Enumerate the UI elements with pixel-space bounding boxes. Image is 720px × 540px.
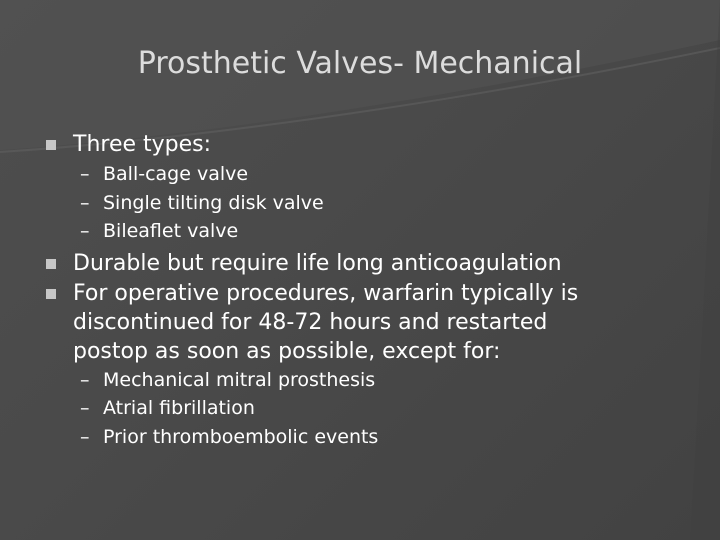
dash-icon: – <box>80 192 90 214</box>
bullet-text-line: For operative procedures, warfarin typically is <box>73 281 579 306</box>
bullet-text: Three types: <box>73 132 212 157</box>
sub-bullet-text: Single tilting disk valve <box>103 192 324 214</box>
square-bullet-icon <box>46 259 56 269</box>
dash-icon: – <box>80 220 90 242</box>
bullet-text-line: postop as soon as possible, except for: <box>73 339 501 364</box>
dash-icon: – <box>80 426 90 448</box>
sub-bullet-text: Atrial fibrillation <box>103 397 255 419</box>
dash-icon: – <box>80 369 90 391</box>
dash-icon: – <box>80 163 90 185</box>
sub-bullet-text: Ball-cage valve <box>103 163 249 185</box>
bullet-text-line: discontinued for 48-72 hours and restarted <box>73 310 548 335</box>
sub-bullet-text: Mechanical mitral prosthesis <box>103 369 376 391</box>
sub-bullet-text: Prior thromboembolic events <box>103 426 379 448</box>
bullet-text: Durable but require life long anticoagulation <box>73 251 562 276</box>
square-bullet-icon <box>46 140 56 150</box>
square-bullet-icon <box>46 289 56 299</box>
slide-title: Prosthetic Valves- Mechanical <box>137 46 583 81</box>
dash-icon: – <box>80 397 90 419</box>
sub-bullet-text: Bileaflet valve <box>103 220 239 242</box>
